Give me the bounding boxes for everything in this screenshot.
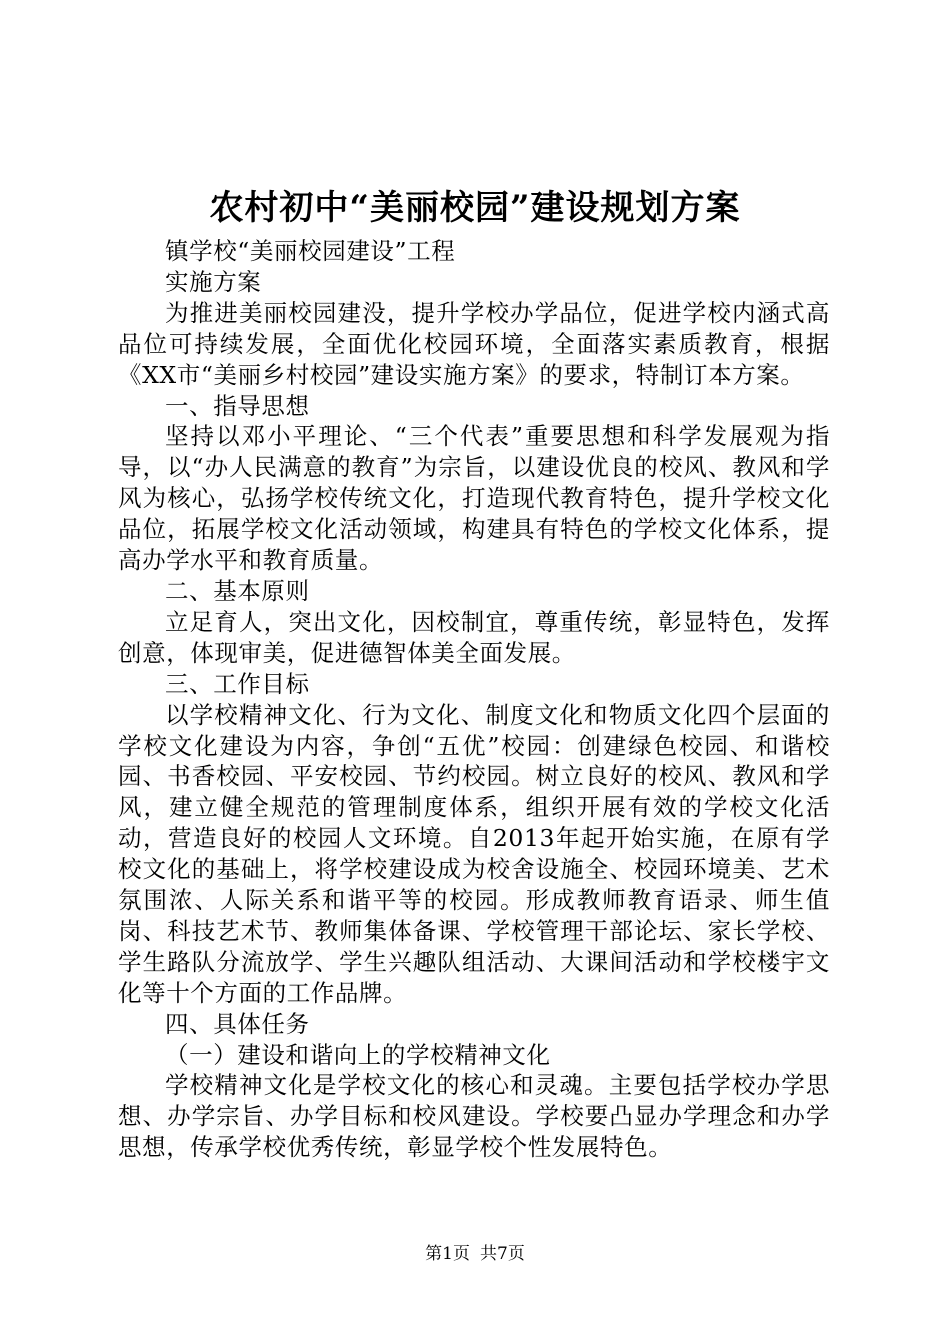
paragraph: 立足育人，突出文化，因校制宜，尊重传统，彰显特色，发挥创意，体现审美，促进德智体美全面发展。 — [118, 607, 830, 667]
section-heading: 三、工作目标 — [165, 669, 310, 698]
page-number: 第1页 — [425, 1244, 470, 1264]
section-heading: 四、具体任务 — [165, 1009, 310, 1038]
paragraph: 坚持以邓小平理论、“三个代表”重要思想和科学发展观为指导，以“办人民满意的教育”为宗旨，以建设优良的校风、教风和学风为核心，弘扬学校传统文化，打造现代教育特色，提升学校文化品位，拓展学校文化活动领域，构建具有特色的学校文化体系，提高办学水平和教育质量。 — [118, 422, 830, 575]
page-total: 共7页 — [480, 1244, 525, 1264]
subsection-heading: （一）建设和谐向上的学校精神文化 — [165, 1040, 551, 1069]
paragraph: 以学校精神文化、行为文化、制度文化和物质文化四个层面的学校文化建设为内容，争创“五优”校园：创建绿色校园、和谐校园、书香校园、平安校园、节约校园。树立良好的校风、教风和学风，建立健全规范的管理制度体系，组织开展有效的学校文化活动，营造良好的校园人文环境。自2013年起开始实施，在原有学校文化的基础上，将学校建设成为校舍设施全、校园环境美、艺术氛围浓、人际关系和谐平等的校园。形成教师教育语录、师生值岗、科技艺术节、教师集体备课、学校管理干部论坛、家长学校、学生路队分流放学、学生兴趣队组活动、大课间活动和学校楼宇文化等十个方面的工作品牌。 — [118, 700, 830, 1007]
section-heading: 二、基本原则 — [165, 576, 310, 605]
paragraph: 学校精神文化是学校文化的核心和灵魂。主要包括学校办学思想、办学宗旨、办学目标和校风建设。学校要凸显办学理念和办学思想，传承学校优秀传统，彰显学校个性发展特色。 — [118, 1071, 830, 1162]
document-body — [118, 236, 830, 1163]
paragraph: 为推进美丽校园建没，提升学校办学品位，促进学校内涵式高品位可持续发展，全面优化校园环境，全面落实素质教育，根据《XX市“美丽乡村校园”建设实施方案》的要求，特制订本方案。 — [118, 298, 830, 389]
document-title: 农村初中“美丽校园”建设规划方案 — [209, 188, 741, 228]
section-heading: 一、指导思想 — [165, 391, 310, 420]
paragraph: 镇学校“美丽校园建设”工程 — [165, 237, 456, 265]
paragraph: 实施方案 — [165, 267, 262, 296]
page-footer — [0, 1242, 950, 1266]
